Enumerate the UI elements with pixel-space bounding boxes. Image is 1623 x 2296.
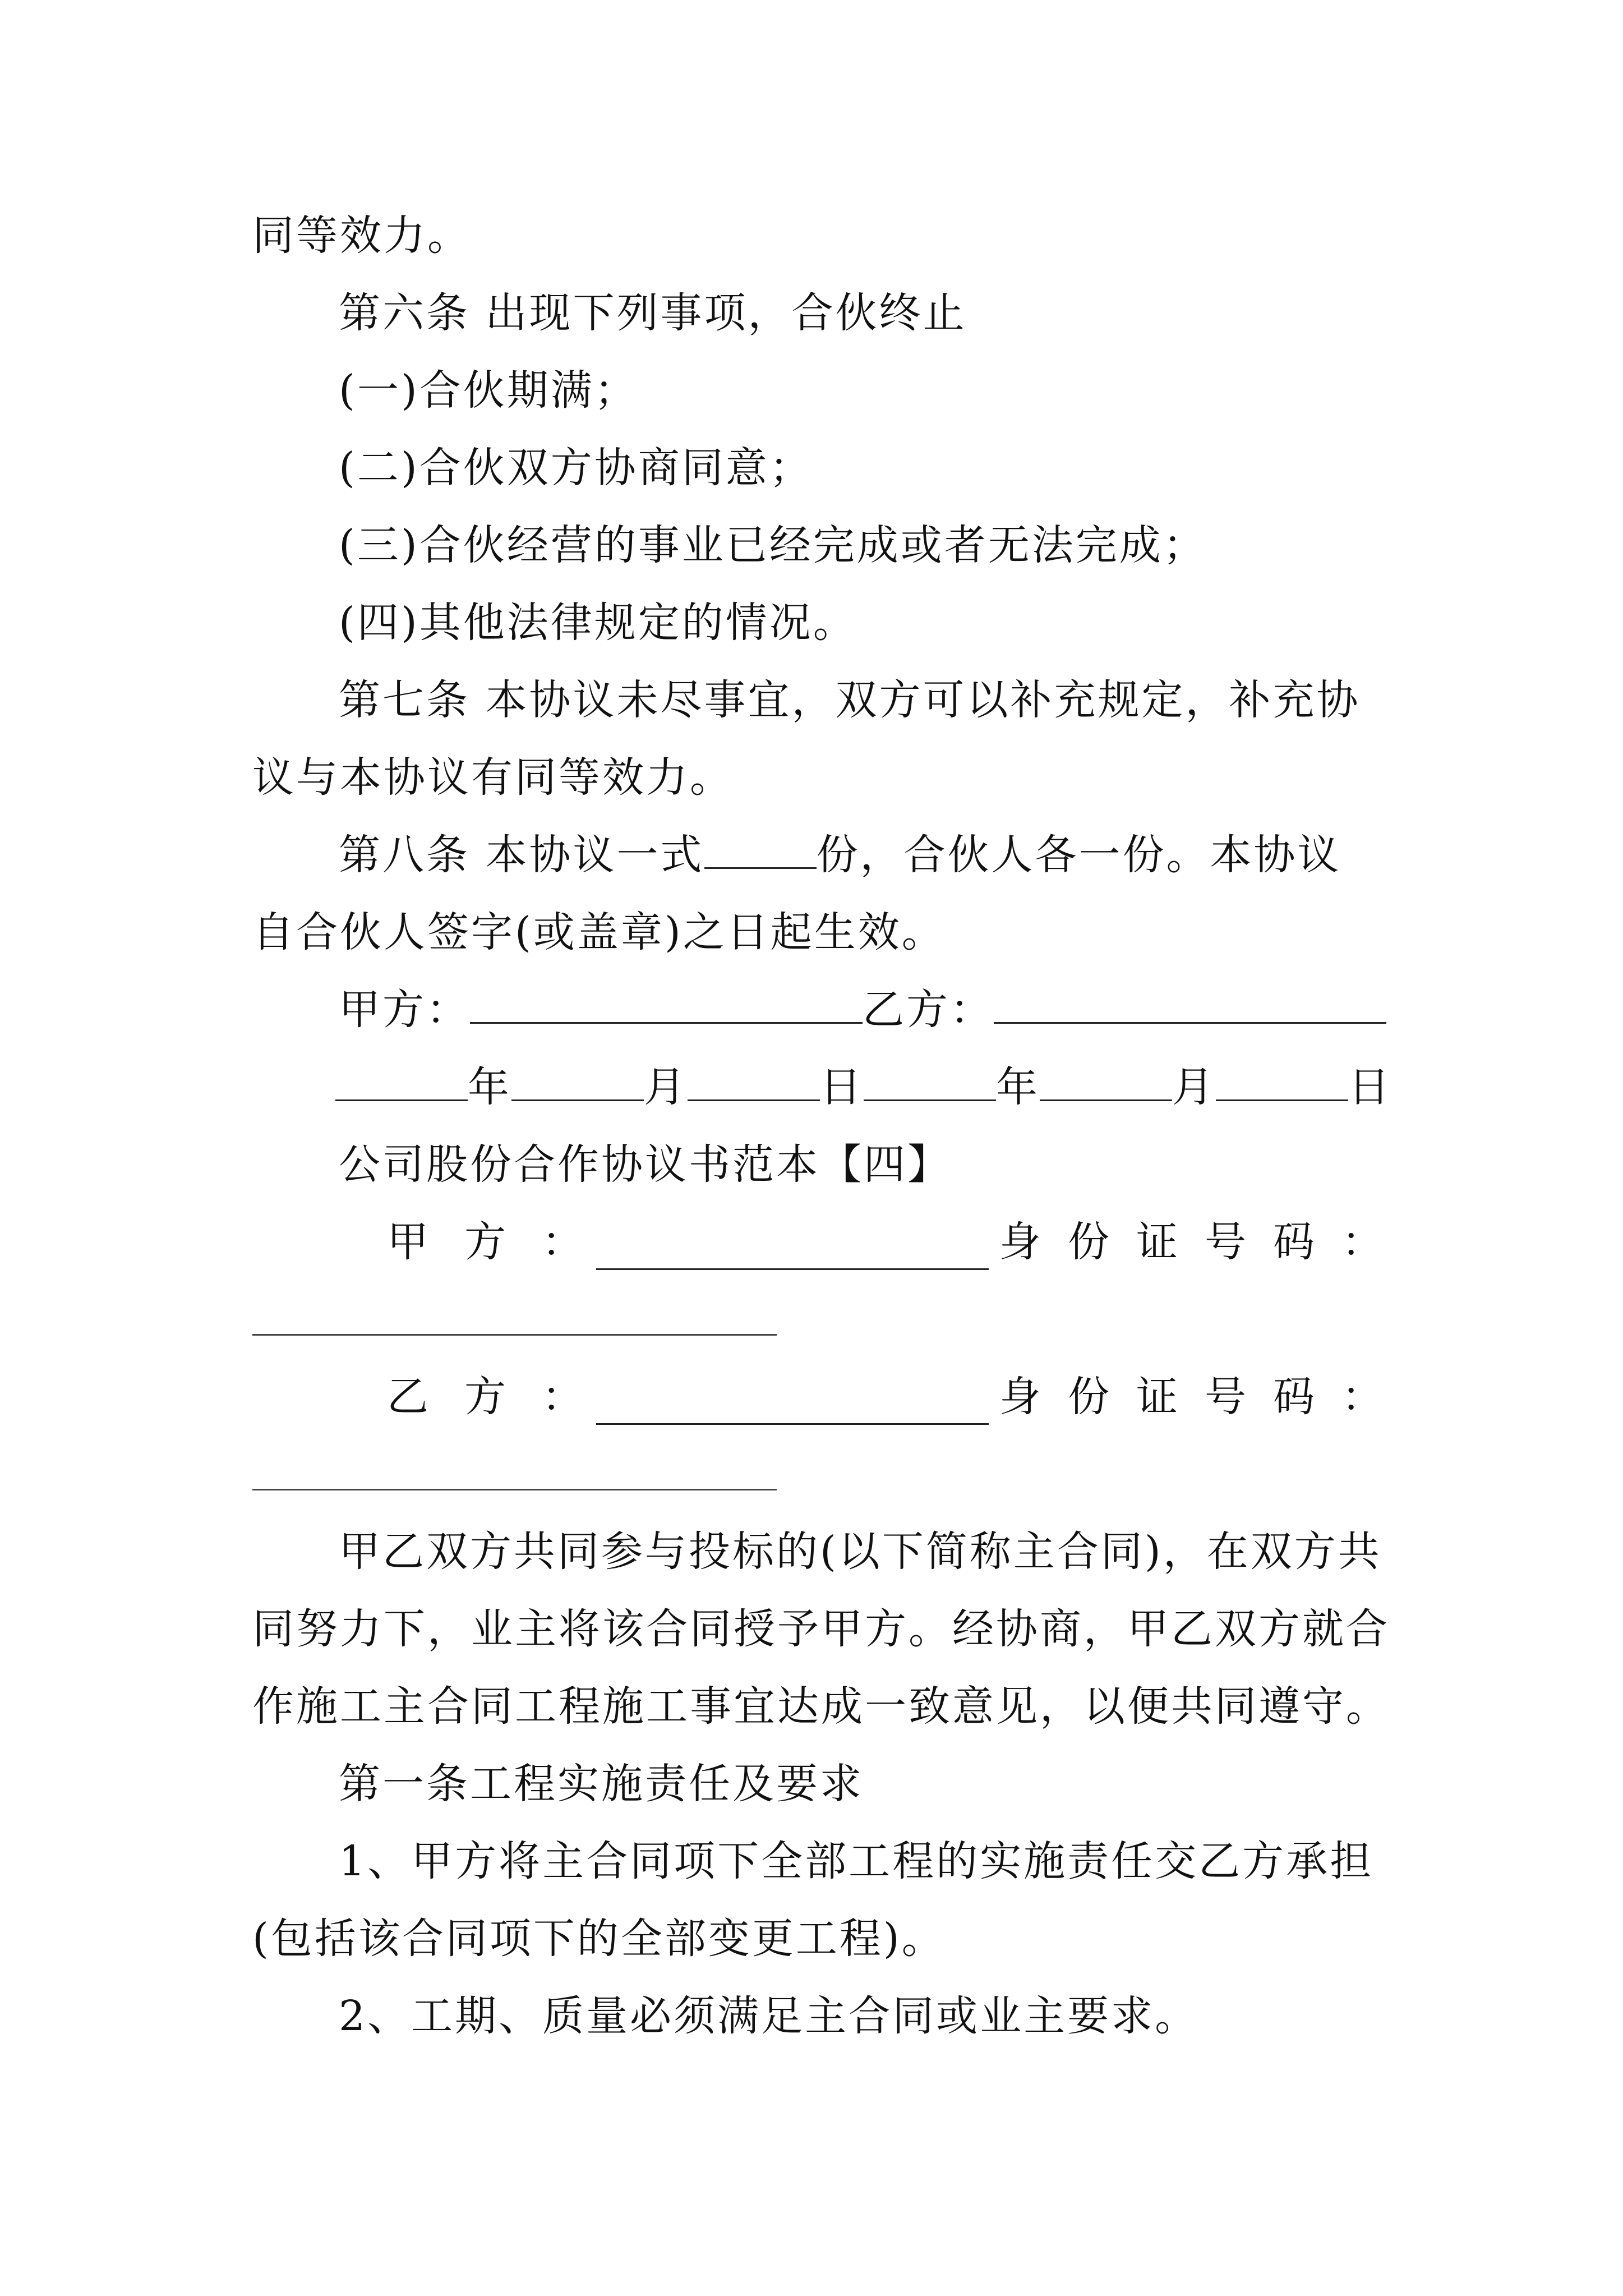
id-label-char-2: 份 — [1068, 1218, 1112, 1266]
article-8-line-2: 自合伙人签字(或盖章)之日起生效。 — [252, 908, 946, 956]
date-a-day-blank — [688, 1065, 820, 1101]
party-a-name-blank — [596, 1234, 989, 1270]
intro-line-2: 同努力下，业主将该合同授予甲方。经协商，甲乙双方就合 — [252, 1605, 1390, 1653]
id-label-b-char-5: 码 — [1273, 1373, 1317, 1421]
paragraph-continuation: 同等效力。 — [252, 211, 471, 260]
article-7-line-2: 议与本协议有同等效力。 — [252, 753, 734, 802]
date-b-year-blank — [864, 1065, 996, 1101]
date-a-month-blank — [511, 1065, 644, 1101]
article-1-item-1-line-1: 1、甲方将主合同项下全部工程的实施责任交乙方承担 — [339, 1837, 1374, 1885]
date-b-month-blank — [1040, 1065, 1172, 1101]
section-title: 公司股份合作协议书范本【四】 — [339, 1140, 951, 1189]
id-label-char-4: 号 — [1205, 1218, 1248, 1266]
party-a-colon: ： — [542, 1218, 585, 1266]
sig-party-b-blank — [994, 987, 1386, 1024]
copies-blank — [704, 832, 817, 869]
sig-party-a-blank — [470, 987, 863, 1024]
id-label-b-char-4: 号 — [1205, 1373, 1248, 1421]
intro-line-3: 作施工主合同工程施工事宜达成一致意见，以便共同遵守。 — [252, 1682, 1390, 1731]
sig-party-b-label: 乙方： — [863, 986, 994, 1034]
id-label-colon: ： — [1341, 1218, 1385, 1266]
sig-party-a-label: 甲方： — [339, 986, 470, 1034]
article-1-title: 第一条工程实施责任及要求 — [339, 1760, 864, 1808]
date-b-month: 月 — [1172, 1063, 1216, 1111]
date-b-day: 日 — [1348, 1063, 1392, 1111]
date-a-year: 年 — [468, 1063, 511, 1111]
article-8-suffix: 份，合伙人各一份。本协议 — [816, 831, 1341, 879]
id-label-b-char-3: 证 — [1136, 1373, 1180, 1421]
party-b-char-2: 方 — [464, 1373, 508, 1421]
id-label-b-colon: ： — [1341, 1373, 1385, 1421]
id-label-b-char-2: 份 — [1068, 1373, 1112, 1421]
date-a-month: 月 — [644, 1063, 688, 1111]
id-label-char-5: 码 — [1273, 1218, 1317, 1266]
id-label-char-3: 证 — [1136, 1218, 1180, 1266]
date-a-day: 日 — [820, 1063, 864, 1111]
article-6-item-4: (四)其他法律规定的情况。 — [339, 599, 857, 647]
article-6-item-1: (一)合伙期满； — [339, 366, 638, 415]
article-6-item-3: (三)合伙经营的事业已经完成或者无法完成； — [339, 521, 1207, 569]
date-b-day-blank — [1216, 1065, 1348, 1101]
party-a-id-line — [387, 1214, 1385, 1270]
article-8-prefix: 第八条 本协议一式 — [339, 831, 704, 879]
party-b-name-blank — [596, 1388, 989, 1425]
party-a-char-1: 甲 — [387, 1218, 431, 1266]
article-7-line-1: 第七条 本协议未尽事宜，双方可以补充规定，补充协 — [339, 676, 1361, 724]
id-label-b-char-1: 身 — [999, 1373, 1043, 1421]
article-1-item-2: 2、工期、质量必须满足主合同或业主要求。 — [339, 1992, 1199, 2040]
party-a-char-2: 方 — [464, 1218, 508, 1266]
party-b-colon: ： — [542, 1373, 585, 1421]
party-b-id-line — [387, 1369, 1385, 1425]
article-6-item-2: (二)合伙双方协商同意； — [339, 444, 813, 492]
article-6-title: 第六条 出现下列事项，合伙终止 — [339, 289, 967, 337]
date-b-year: 年 — [996, 1063, 1040, 1111]
date-line — [335, 1059, 1392, 1115]
intro-line-1: 甲乙双方共同参与投标的(以下简称主合同)，在双方共 — [339, 1527, 1382, 1576]
date-a-year-blank — [335, 1065, 468, 1101]
party-a-id-blank — [252, 1334, 777, 1336]
party-b-id-blank — [252, 1489, 777, 1490]
article-1-item-1-line-2: (包括该合同项下的全部变更工程)。 — [252, 1915, 946, 1963]
id-label-char-1: 身 — [999, 1218, 1043, 1266]
party-b-char-1: 乙 — [387, 1373, 431, 1421]
signature-line — [339, 982, 1385, 1038]
article-8-line-1 — [339, 827, 1385, 883]
